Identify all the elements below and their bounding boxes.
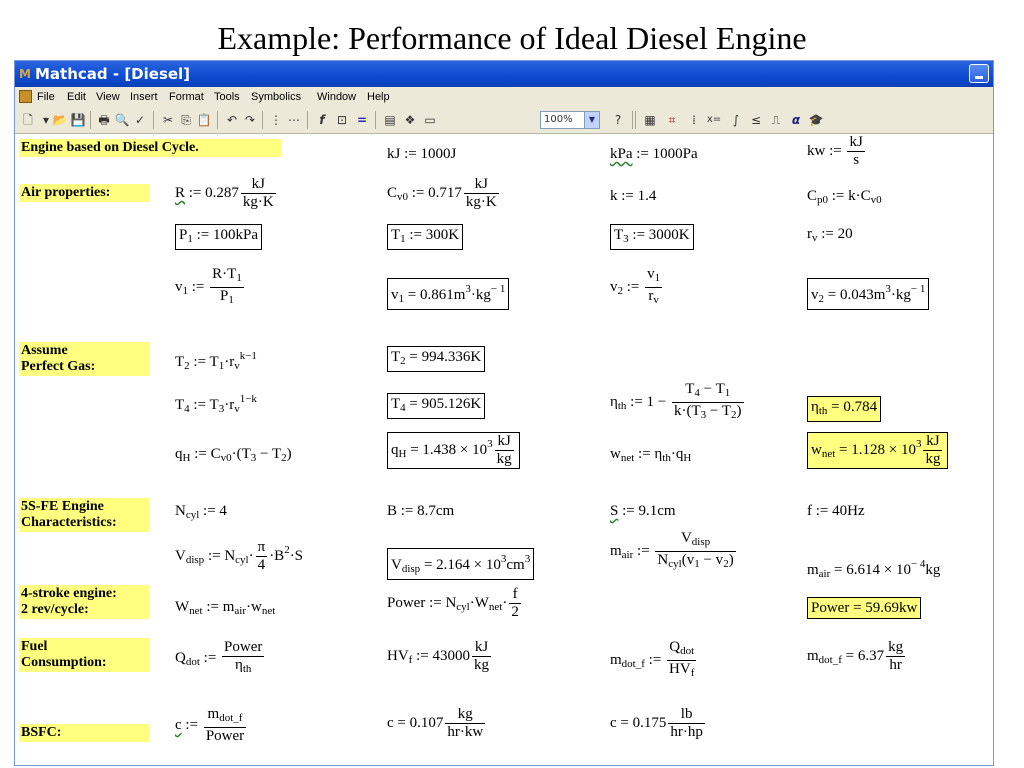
matrix-toolbar-icon[interactable]: ⁞ (692, 113, 696, 127)
power-definition[interactable]: Power := $N_{cyl}\cdot W_{net}\cdot$ $\frac{f}{2}$ (387, 586, 519, 620)
save-icon[interactable]: 💾 (70, 113, 86, 127)
t4-definition[interactable]: $T_4$ := $T_3\cdot r_v^{1-k}$ (175, 393, 257, 415)
vdisp-result[interactable]: $V_{disp} = 2.164 \times 10^3cm^3$ (387, 548, 534, 580)
qh-result[interactable]: $q_H = 1.438 \times 10^3$ $\frac{kJ}{kg}$ (387, 432, 520, 469)
toolbar-separator (635, 111, 636, 129)
undo-icon[interactable]: ↶ (226, 113, 238, 127)
label-engine: Engine based on Diesel Cycle. (19, 139, 281, 157)
bore-definition[interactable]: B := 8.7cm (387, 503, 455, 519)
print-icon[interactable]: 🖶 (98, 113, 110, 127)
copy-icon[interactable]: ⎘ (181, 113, 191, 127)
new-dropdown-icon[interactable]: ▾ (42, 113, 50, 127)
minimize-icon (975, 76, 983, 79)
open-folder-icon[interactable]: 📂 (52, 113, 68, 127)
zoom-dropdown-icon[interactable]: ▼ (584, 112, 599, 128)
eta-th-result[interactable]: $\eta_{th} = 0.784$ (807, 396, 881, 422)
document-menu-icon[interactable] (19, 90, 32, 103)
worksheet[interactable] (15, 134, 993, 766)
vdisp-definition[interactable]: $V_{disp}$ := $N_{cyl}\cdot$ $\frac{\pi}{4}$ $\cdot B^2\cdot S$ (175, 539, 304, 573)
label-air-properties: Air properties: (19, 184, 149, 202)
calculus-toolbar-icon[interactable]: ∫ (732, 113, 740, 127)
print-preview-icon[interactable]: 🔍 (114, 113, 130, 127)
cv0-definition[interactable]: $C_{v0}$ := 0.717 $\frac{kJ}{kg\cdot K}$ (387, 176, 497, 210)
slide-title: Example: Performance of Ideal Diesel Engine (217, 20, 807, 56)
evaluation-toolbar-icon[interactable]: x= (706, 114, 722, 125)
mair-result[interactable]: $m_{air} = 6.614 \times 10^{- 4}kg$ (807, 558, 941, 580)
toolbar-separator (375, 111, 376, 129)
programming-toolbar-icon[interactable]: ⎍ (771, 113, 781, 127)
cp0-definition[interactable]: $C_{p0}$ := $k\cdot C_{v0}$ (807, 188, 882, 206)
label-assume-perfect-gas: Assume Perfect Gas: (19, 342, 149, 376)
insert-region-icon[interactable]: ▭ (424, 113, 436, 127)
r-gas-constant-definition[interactable]: R := 0.287 $\frac{kJ}{kg\cdot K}$ (175, 176, 274, 210)
menu-help[interactable]: Help (367, 91, 390, 103)
bsfc-definition[interactable]: c := $\frac{m_{dot\_f}}{\text{Power}}$ (175, 706, 245, 744)
t3-definition[interactable]: $T_3$ := 3000K (610, 224, 694, 250)
cut-icon[interactable]: ✂ (162, 113, 174, 127)
v1-definition[interactable]: $v_1$ := $\frac{R\cdot T_1}{P_1}$ (175, 266, 242, 306)
kpa-definition[interactable]: kPa := 1000Pa (610, 146, 698, 162)
menu-bar (15, 87, 993, 107)
kj-definition[interactable]: kJ := 1000J (387, 146, 457, 162)
power-result[interactable]: Power = 59.69kw (807, 597, 921, 619)
zoom-select[interactable] (540, 111, 600, 129)
align-across-icon[interactable]: ⋮ (270, 113, 282, 127)
menu-file[interactable]: File (37, 91, 55, 103)
menu-insert[interactable]: Insert (130, 91, 158, 103)
eta-th-definition[interactable]: $\eta_{th}$ := 1 − $\frac{T_4 - T_1}{k\cdot(T_3 - T_2)}$ (610, 381, 742, 421)
qh-definition[interactable]: $q_H$ := $C_{v0}\cdot(T_3 - T_2)$ (175, 446, 292, 464)
spell-check-icon[interactable]: ✓ (134, 113, 146, 127)
resource-center-icon[interactable]: ❖ (404, 113, 416, 127)
menu-format[interactable]: Format (169, 91, 204, 103)
wnet-result[interactable]: $w_{net} = 1.128 \times 10^3$ $\frac{kJ}{kg}$ (807, 432, 948, 469)
kw-definition[interactable]: kw := $\frac{kJ}{s}$ (807, 134, 863, 168)
menu-symbolics[interactable]: Symbolics (251, 91, 302, 103)
menu-window[interactable]: Window (317, 91, 357, 103)
paste-icon[interactable]: 📋 (196, 113, 212, 127)
menu-edit[interactable]: Edit (67, 91, 86, 103)
symbolic-toolbar-icon[interactable]: 🎓 (808, 113, 824, 127)
calculator-toolbar-icon[interactable]: ▦ (644, 113, 656, 127)
v2-result[interactable]: $v_2 = 0.043m^3\cdot kg^{- 1}$ (807, 278, 929, 310)
mdot-definition[interactable]: $m_{dot\_f}$ := $\frac{Q_{dot}}{HV_f}$ (610, 639, 695, 679)
t2-definition[interactable]: $T_2$ := $T_1\cdot r_v^{k-1}$ (175, 350, 257, 372)
insert-unit-icon[interactable]: ⊡ (336, 113, 348, 127)
wnet-definition[interactable]: $w_{net}$ := $\eta_{th}\cdot q_H$ (610, 446, 692, 464)
boolean-toolbar-icon[interactable]: ≤ (750, 113, 762, 127)
insert-component-icon[interactable]: ▤ (384, 113, 396, 127)
menu-view[interactable]: View (96, 91, 120, 103)
bsfc-result-hp[interactable]: c = 0.175 $\frac{lb}{hr\cdot hp}$ (610, 706, 703, 740)
new-document-icon[interactable]: 🗋 (23, 113, 33, 127)
mathcad-app-icon: M (19, 67, 31, 81)
rv-definition[interactable]: $r_v$ := 20 (807, 226, 853, 244)
toolbar-separator (217, 111, 218, 129)
mair-definition[interactable]: $m_{air}$ := $\frac{V_{disp}}{N_{cyl}(v_1 - v_2)}$ (610, 530, 734, 570)
toolbar-separator (632, 111, 633, 129)
v2-definition[interactable]: $v_2$ := $\frac{v_1}{r_v}$ (610, 266, 661, 306)
label-fuel-consumption: Fuel Consumption: (19, 638, 149, 672)
k-definition[interactable]: k := 1.4 (610, 188, 657, 204)
t1-definition[interactable]: $T_1$ := 300K (387, 224, 463, 250)
toolbar (15, 107, 993, 134)
minimize-button[interactable] (969, 64, 989, 83)
hvf-definition[interactable]: $HV_f$ := 43000 $\frac{kJ}{kg}$ (387, 639, 489, 673)
ncyl-definition[interactable]: $N_{cyl}$ := 4 (175, 503, 227, 521)
p1-definition[interactable]: $P_1$ := 100kPa (175, 224, 262, 250)
toolbar-separator (153, 111, 154, 129)
toolbar-separator (262, 111, 263, 129)
window-title: Mathcad - [Diesel] (35, 65, 191, 83)
menu-tools[interactable]: Tools (214, 91, 240, 103)
help-icon[interactable]: ? (614, 113, 622, 127)
stroke-definition[interactable]: S := 9.1cm (610, 503, 676, 519)
label-bsfc: BSFC: (19, 724, 149, 742)
graph-toolbar-icon[interactable]: ⌗ (668, 113, 676, 127)
mathcad-window (14, 60, 994, 766)
v1-result[interactable]: $v_1 = 0.861m^3\cdot kg^{- 1}$ (387, 278, 509, 310)
zoom-value: 100% (544, 114, 573, 125)
toolbar-separator (307, 111, 308, 129)
redo-icon[interactable]: ↷ (244, 113, 256, 127)
insert-function-icon[interactable]: f (319, 113, 325, 127)
toolbar-separator (90, 111, 91, 129)
align-down-icon[interactable]: ⋯ (288, 113, 300, 127)
label-engine-characteristics: 5S-FE Engine Characteristics: (19, 498, 149, 532)
mdot-result[interactable]: $m_{dot\_f} = 6.37$ $\frac{kg}{hr}$ (807, 639, 904, 673)
frequency-definition[interactable]: f := 40Hz (807, 503, 865, 519)
greek-toolbar-icon[interactable]: α (791, 113, 801, 127)
qdot-definition[interactable]: $Q_{dot}$ := $\frac{\text{Power}}{\eta_{th}}$ (175, 639, 263, 675)
Wnet-definition[interactable]: $W_{net}$ := $m_{air}\cdot w_{net}$ (175, 599, 276, 617)
title-bar[interactable] (15, 61, 993, 87)
bsfc-result-kw[interactable]: c = 0.107 $\frac{kg}{hr\cdot kw}$ (387, 706, 484, 740)
t2-result[interactable]: $T_2 = 994.336K$ (387, 346, 485, 372)
t4-result[interactable]: $T_4 = 905.126K$ (387, 393, 485, 419)
label-4-stroke: 4-stroke engine: 2 rev/cycle: (19, 585, 149, 619)
calculate-icon[interactable]: = (356, 113, 368, 127)
